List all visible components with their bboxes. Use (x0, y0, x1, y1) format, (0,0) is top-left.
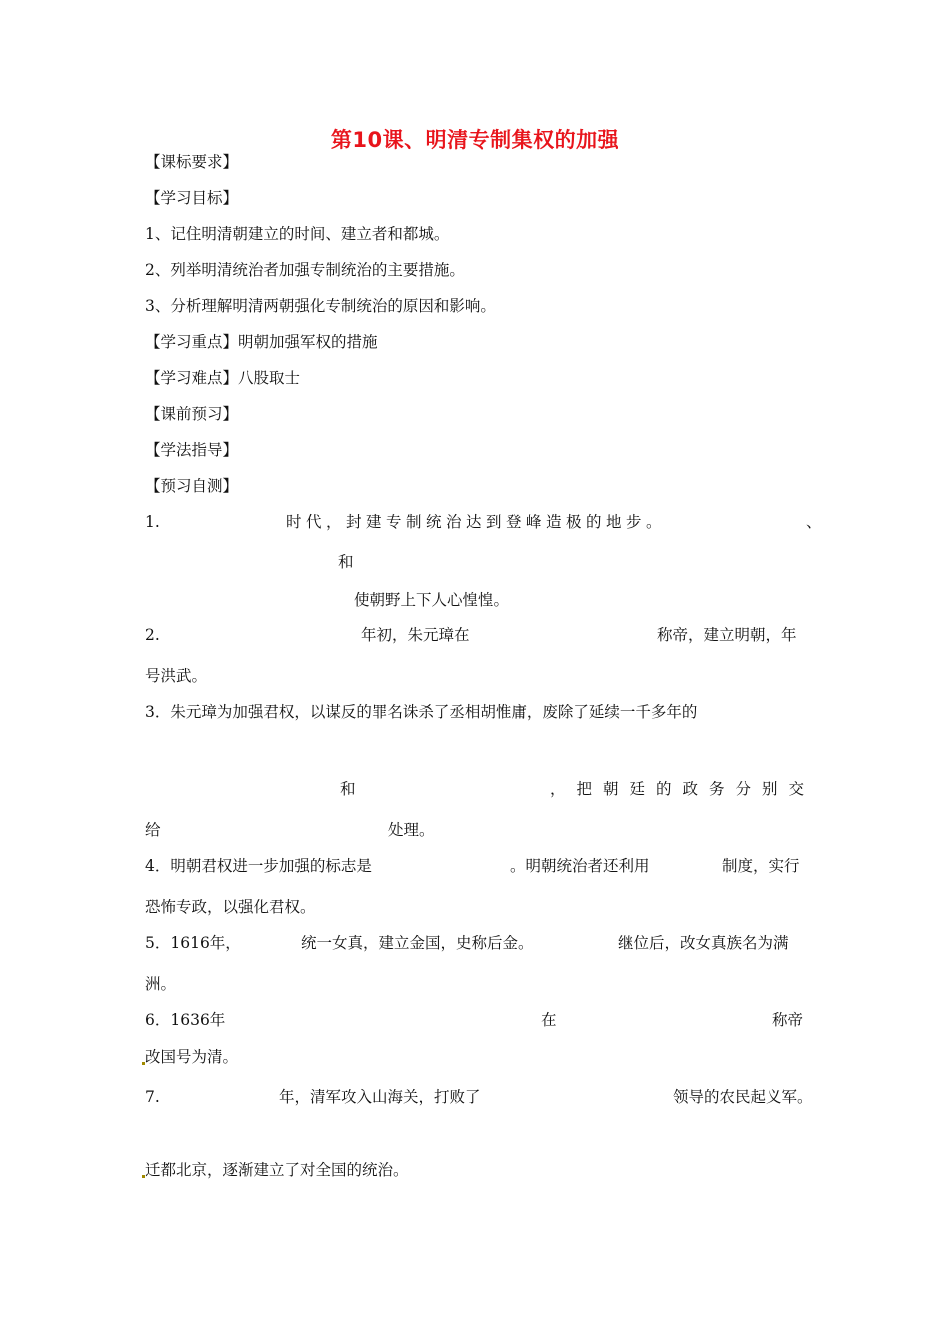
q6-part-c: 称帝 (772, 1011, 804, 1029)
q3-and: 和 (340, 780, 356, 798)
q7-number: 7. (145, 1088, 160, 1106)
section-self-test: 【预习自测】 (145, 477, 239, 495)
edit-mark (142, 1062, 145, 1065)
q2-number: 2. (145, 626, 160, 644)
section-difficulty: 【学习难点】八股取士 (145, 369, 301, 387)
q6-part-b: 在 (541, 1011, 557, 1029)
q5-part-b: 统一女真，建立金国，史称后金。 (301, 934, 534, 952)
q7-part-a: 年，清军攻入山海关，打败了 (279, 1088, 481, 1106)
objective-2: 2、列举明清统治者加强专制统治的主要措施。 (145, 261, 465, 279)
q7-part-c: 迁都北京，逐渐建立了对全国的统治。 (145, 1161, 409, 1179)
q3-part-d: 处理。 (388, 821, 435, 839)
q1-separator: 、 (806, 513, 822, 531)
q1-number: 1. (145, 513, 160, 531)
q4-part-c: 制度，实行 (722, 857, 800, 875)
objective-1: 1、记住明清朝建立的时间、建立者和都城。 (145, 225, 450, 243)
q1-text: 时代，封建专制统治达到登峰造极的地步。 (286, 513, 667, 531)
q6-part-d: 改国号为清。 (145, 1048, 239, 1066)
q2-part-b: 称帝，建立明朝，年 (657, 626, 797, 644)
section-objectives: 【学习目标】 (145, 189, 239, 207)
q6-part-a: 6．1636年 (145, 1011, 226, 1029)
q1-and: 和 (338, 553, 354, 571)
q5-part-d: 洲。 (145, 975, 177, 993)
section-curriculum: 【课标要求】 (145, 153, 239, 171)
q3-text: 3．朱元璋为加强君权，以谋反的罪名诛杀了丞相胡惟庸，废除了延续一千多年的 (145, 703, 698, 721)
q5-part-c: 继位后，改女真族名为满 (618, 934, 789, 952)
q2-part-a: 年初，朱元璋在 (361, 626, 470, 644)
q2-part-c: 号洪武。 (145, 667, 208, 685)
section-key-point: 【学习重点】明朝加强军权的措施 (145, 333, 378, 351)
q7-part-b: 领导的农民起义军。 (673, 1088, 813, 1106)
q1-tail: 使朝野上下人心惶惶。 (354, 591, 510, 609)
q3-part-c: 给 (145, 821, 161, 839)
edit-mark (142, 1175, 145, 1178)
q4-part-b: 。明朝统治者还利用 (510, 857, 650, 875)
section-preview: 【课前预习】 (145, 405, 239, 423)
objective-3: 3、分析理解明清两朝强化专制统治的原因和影响。 (145, 297, 496, 315)
section-method: 【学法指导】 (145, 441, 239, 459)
q4-part-a: 4．明朝君权进一步加强的标志是 (145, 857, 372, 875)
q5-part-a: 5．1616年， (145, 934, 241, 952)
q4-part-d: 恐怖专政，以强化君权。 (145, 898, 316, 916)
page-title: 第10课、明清专制集权的加强 (330, 128, 620, 152)
q3-part-b: ，把朝廷的政务分别交 (550, 780, 816, 798)
